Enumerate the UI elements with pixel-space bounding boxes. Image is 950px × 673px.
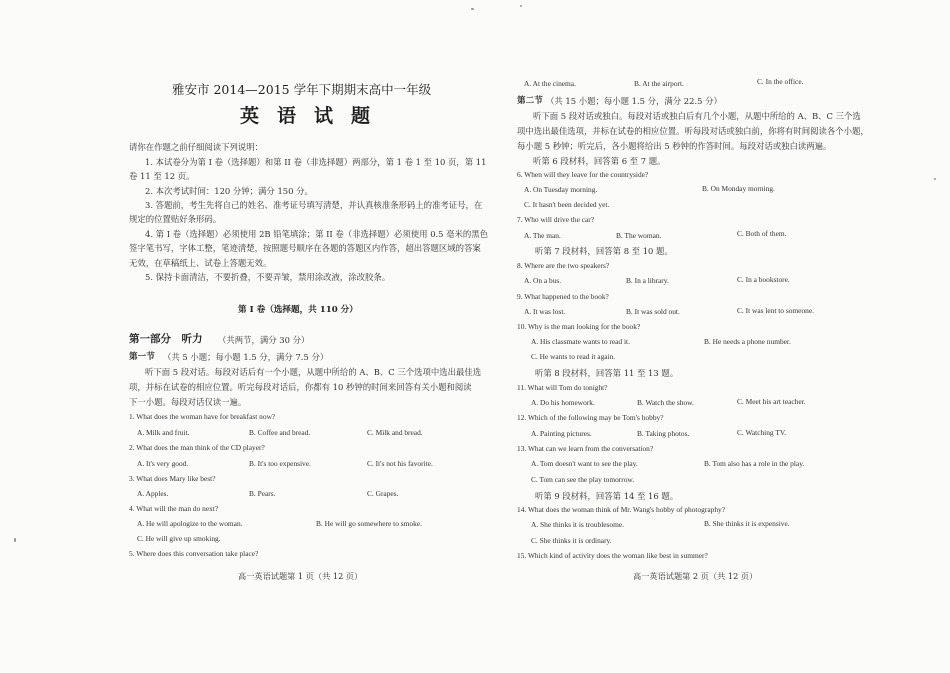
- notice-line: 2. 本次考试时间：120 分钟；满分 150 分。: [145, 186, 313, 196]
- option: C. Grapes.: [367, 489, 399, 498]
- option: C. He wants to read it again.: [531, 352, 616, 361]
- section-note: （共 5 小题；每小题 1.5 分，满分 7.5 分）: [163, 352, 329, 362]
- question: 9. What happened to the book?: [517, 292, 609, 301]
- listening-prompt: 听第 9 段材料，回答第 14 至 16 题。: [535, 491, 679, 501]
- question: 14. What does the woman think of Mr. Wang's hobby of photography?: [517, 505, 725, 514]
- option: B. She thinks it is expensive.: [704, 519, 790, 528]
- option: C. It hasn't been decided yet.: [524, 200, 610, 209]
- option: C. Milk and bread.: [367, 428, 423, 437]
- page-footer: 高一英语试题第 1 页（共 12 页）: [238, 571, 363, 581]
- option: B. In a library.: [626, 276, 669, 285]
- option: B. At the airport.: [634, 79, 684, 88]
- option: A. Milk and fruit.: [137, 428, 190, 437]
- notice-line: 4. 第 I 卷（选择题）必须使用 2B 铅笔填涂；第 II 卷（非选择题）必须使用 0.5 毫米的黑色: [145, 229, 489, 239]
- option: B. On Monday morning.: [702, 184, 775, 193]
- option: C. She thinks it is ordinary.: [531, 536, 612, 545]
- option: A. It's very good.: [137, 459, 189, 468]
- option: A. Painting pictures.: [531, 429, 592, 438]
- question: 5. Where does this conversation take place?: [129, 549, 259, 558]
- question: 12. Which of the following may be Tom's hobby?: [517, 413, 664, 422]
- question: 8. Where are the two speakers?: [517, 261, 610, 270]
- option: A. She thinks it is troublesome.: [531, 520, 624, 529]
- option: A. His classmate wants to read it.: [531, 337, 630, 346]
- instruction-line: 项中选出最佳选项，并标在试卷的相应位置。听每段对话或独白前，你将有时间阅读各个小题，: [517, 126, 869, 136]
- option: A. Apples.: [137, 489, 169, 498]
- scan-speck: [14, 538, 16, 542]
- notice-line: 3. 答题前，考生先将自己的姓名、准考证号填写清楚，并认真核准条形码上的准考证号，在: [145, 200, 483, 210]
- option: A. Tom doesn't want to see the play.: [531, 459, 638, 468]
- part-note: （共两节，满分 30 分）: [218, 335, 310, 345]
- notice-line: 卷 11 至 12 页。: [129, 171, 195, 181]
- option: C. It was lent to someone.: [737, 306, 814, 315]
- option: C. He will give up smoking.: [137, 534, 221, 543]
- volume-heading: 第 I 卷（选择题，共 110 分）: [238, 305, 358, 315]
- section-label: 第二节: [517, 96, 543, 106]
- question: 4. What will the man do next?: [129, 504, 219, 513]
- option: B. The woman.: [616, 231, 662, 240]
- question: 6. When will they leave for the countryside?: [517, 170, 649, 179]
- exam-title: 雅安市 2014—2015 学年下期期末高中一年级: [172, 82, 432, 97]
- option: A. Do his homework.: [531, 398, 595, 407]
- scan-speck: [934, 178, 936, 180]
- option: B. It was sold out.: [626, 307, 680, 316]
- listening-prompt: 听第 6 段材料，回答第 6 至 7 题。: [533, 156, 666, 166]
- option: B. Tom also has a role in the play.: [704, 459, 805, 468]
- listening-prompt: 听第 8 段材料，回答第 11 至 13 题。: [535, 368, 679, 378]
- instruction-line: 下一小题。每段对话仅读一遍。: [129, 397, 247, 407]
- option: A. On a bus.: [524, 276, 562, 285]
- question: 13. What can we learn from the conversation?: [517, 444, 654, 453]
- option: B. Watch the show.: [637, 398, 694, 407]
- option: A. The man.: [524, 231, 561, 240]
- notice-heading: 请你在作题之前仔细阅读下列说明：: [129, 142, 263, 152]
- option: C. Both of them.: [737, 229, 787, 238]
- option: A. It was lost.: [524, 307, 566, 316]
- listening-prompt: 听第 7 段材料，回答第 8 至 10 题。: [535, 246, 673, 256]
- page-footer: 高一英语试题第 2 页（共 12 页）: [633, 571, 758, 581]
- notice-line: 1. 本试卷分为第 I 卷（选择题）和第 II 卷（非选择题）两部分，第 1 卷 1 至 10 页，第 11: [145, 157, 487, 167]
- option: C. It's not his favorite.: [367, 459, 433, 468]
- question: 7. Who will drive the car?: [517, 215, 595, 224]
- option: C. Meet his art teacher.: [737, 397, 806, 406]
- scan-speck: [520, 5, 522, 7]
- section-note: （共 15 小题；每小题 1.5 分，满分 22.5 分）: [546, 96, 722, 106]
- exam-subject: 英语试题: [240, 105, 389, 127]
- option: B. It's too expensive.: [249, 459, 311, 468]
- question: 15. Which kind of activity does the woman like best in summer?: [517, 551, 708, 560]
- option: B. Pears.: [249, 489, 276, 498]
- option: B. Coffee and bread.: [249, 428, 311, 437]
- question: 2. What does the man think of the CD player?: [129, 443, 265, 452]
- instruction-line: 每小题 5 秒钟；听完后，各小题将给出 5 秒钟的作答时间。每段对话或独白读两遍。: [517, 141, 832, 151]
- question: 11. What will Tom do tonight?: [517, 383, 608, 392]
- option: C. Watching TV.: [737, 428, 787, 437]
- option: B. He will go somewhere to smoke.: [316, 519, 422, 528]
- option: C. In the office.: [757, 77, 804, 86]
- notice-line: 无效，在草稿纸上、试卷上答题无效。: [129, 258, 272, 268]
- option: A. On Tuesday morning.: [524, 185, 598, 194]
- question: 10. Why is the man looking for the book?: [517, 322, 641, 331]
- notice-line: 规定的位置贴好条形码。: [129, 214, 222, 224]
- option: A. He will apologize to the woman.: [137, 519, 243, 528]
- question: 1. What does the woman have for breakfast now?: [129, 412, 276, 421]
- instruction-line: 项，并标在试卷的相应位置。听完每段对话后，你都有 10 秒钟的时间来回答有关小题和阅读: [129, 382, 472, 392]
- option: B. Taking photos.: [637, 429, 690, 438]
- option: B. He needs a phone number.: [704, 337, 791, 346]
- instruction-line: 听下面 5 段对话。每段对话后有一个小题，从题中所给的 A、B、C 三个选项中选出最佳选: [145, 367, 482, 377]
- scan-speck: [471, 8, 474, 10]
- question: 3. What does Mary like best?: [129, 474, 216, 483]
- option: C. In a bookstore.: [737, 275, 790, 284]
- option: C. Tom can see the play tomorrow.: [531, 475, 635, 484]
- section-label: 第一节: [129, 352, 155, 362]
- instruction-line: 听下面 5 段对话或独白。每段对话或独白后有几个小题，从题中所给的 A、B、C 三个选: [533, 111, 861, 121]
- notice-line: 签字笔书写，字体工整，笔迹清楚，按照题号顺序在各题的答题区内作答，超出答题区域的答案: [129, 243, 481, 253]
- part-heading: 第一部分 听力: [129, 333, 203, 345]
- notice-line: 5. 保持卡面清洁，不要折叠，不要弄皱，禁用涂改液，涂改胶条。: [145, 272, 391, 282]
- option: A. At the cinema.: [524, 79, 576, 88]
